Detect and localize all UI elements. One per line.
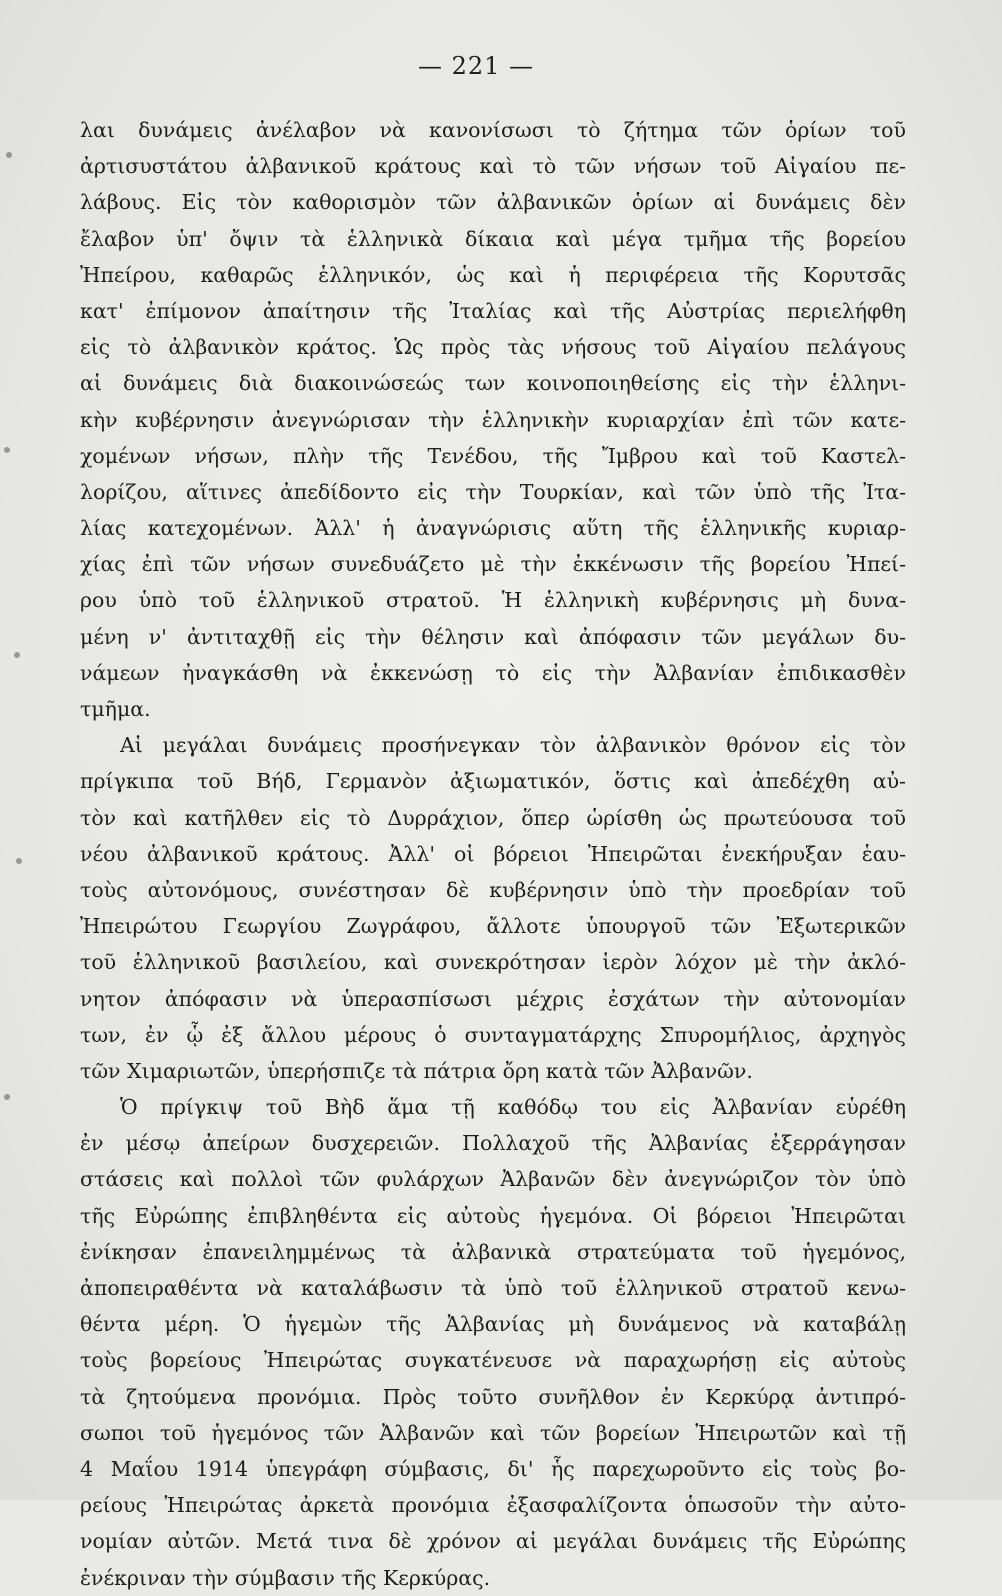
text-line: σωποι τοῦ ἡγεμόνος τῶν Ἀλβανῶν καὶ τῶν βορείων Ἠπειρωτῶν καὶ τῇ: [80, 1420, 906, 1445]
text-line: τῶν Χιμαριωτῶν, ὑπερήσπιζε τὰ πάτρια ὄρη κατὰ τῶν Ἀλβανῶν.: [80, 1058, 753, 1083]
text-line: νητον ἀπόφασιν νὰ ὑπερασπίσωσι μέχρις ἐσχάτων τὴν αὐτονομίαν: [80, 986, 906, 1011]
binding-hole-mark: [16, 858, 22, 864]
text-line: τῆς Εὐρώπης ἐπιβληθέντα εἰς αὐτοὺς ἡγεμόνα. Οἱ βόρειοι Ἠπειρῶται: [80, 1203, 906, 1228]
text-line: ἀρτισυστάτου ἀλβανικοῦ κράτους καὶ τὸ τῶν νήσων τοῦ Αἰγαίου πε-: [80, 154, 906, 179]
text-line: χομένων νήσων, πλὴν τῆς Τενέδου, τῆς Ἴμβρου καὶ τοῦ Καστελ-: [80, 443, 906, 468]
text-line: ἐνέκριναν τὴν σύμβασιν τῆς Κερκύρας.: [80, 1565, 491, 1590]
text-line: αἱ δυνάμεις διὰ διακοινώσεώς των κοινοποιηθείσης εἰς τὴν ἑλληνι-: [80, 371, 906, 396]
text-line: των, ἐν ᾧ ἐξ ἄλλου μέρους ὁ συνταγματάρχης Σπυρομήλιος, ἀρχηγὸς: [80, 1022, 906, 1047]
text-line: στάσεις καὶ πολλοὶ τῶν φυλάρχων Ἀλβανῶν δὲν ἀνεγνώριζον τὸν ὑπὸ: [80, 1167, 906, 1192]
text-line: ἔλαβον ὑπ' ὄψιν τὰ ἑλληνικὰ δίκαια καὶ μέγα τμῆμα τῆς βορείου: [80, 226, 906, 251]
text-line: μένη ν' ἀντιταχθῇ εἰς τὴν θέλησιν καὶ ἀπόφασιν τῶν μεγάλων δυ-: [80, 624, 906, 649]
binding-hole-mark: [4, 447, 10, 453]
text-line: λάβους. Εἰς τὸν καθορισμὸν τῶν ἀλβανικῶν ὁρίων αἱ δυνάμεις δὲν: [80, 190, 906, 215]
text-line: Αἱ μεγάλαι δυνάμεις προσήνεγκαν τὸν ἀλβανικὸν θρόνον εἰς τὸν: [120, 733, 906, 758]
text-line: χίας ἐπὶ τῶν νήσων συνεδυάζετο μὲ τὴν ἐκκένωσιν τῆς βορείου Ἠπεί-: [80, 552, 906, 577]
text-line: ἀποπειραθέντα νὰ καταλάβωσιν τὰ ὑπὸ τοῦ ἑλληνικοῦ στρατοῦ κενω-: [80, 1276, 906, 1300]
text-line: νάμεων ἠναγκάσθη νὰ ἐκκενώσῃ τὸ εἰς τὴν Ἀλβανίαν ἐπιδικασθὲν: [80, 660, 906, 685]
text-line: κὴν κυβέρνησιν ἀνεγνώρισαν τὴν ἑλληνικὴν κυριαρχίαν ἐπὶ τῶν κατε-: [80, 407, 906, 432]
body-text: [80, 112, 906, 1596]
text-line: θέντα μέρη. Ὁ ἡγεμὼν τῆς Ἀλβανίας μὴ δυνάμενος νὰ καταβάλῃ: [80, 1312, 906, 1337]
binding-hole-mark: [4, 1094, 10, 1100]
text-line: λορίζου, αἵτινες ἀπεδίδοντο εἰς τὴν Τουρκίαν, καὶ τῶν ὑπὸ τῆς Ἰτα-: [80, 479, 906, 504]
text-line: τὸν καὶ κατῆλθεν εἰς τὸ Δυρράχιον, ὅπερ ὡρίσθη ὡς πρωτεύουσα τοῦ: [80, 805, 906, 830]
text-line: τοὺς βορείους Ἠπειρώτας συγκατένευσε νὰ παραχωρήσῃ εἰς αὐτοὺς: [80, 1348, 906, 1373]
text-line: λίας κατεχομένων. Ἀλλ' ἡ ἀναγνώρισις αὕτη τῆς ἑλληνικῆς κυριαρ-: [80, 516, 906, 541]
text-line: νομίαν αὐτῶν. Μετά τινα δὲ χρόνον αἱ μεγάλαι δυνάμεις τῆς Εὐρώπης: [80, 1529, 906, 1554]
text-line: νέου ἀλβανικοῦ κράτους. Ἀλλ' οἱ βόρειοι Ἠπειρῶται ἐνεκήρυξαν ἑαυ-: [80, 841, 906, 866]
text-line: Ὁ πρίγκιψ τοῦ Βὴδ ἅμα τῇ καθόδῳ του εἰς Ἀλβανίαν εὑρέθη: [120, 1095, 906, 1120]
text-line: ρείους Ἠπειρώτας ἀρκετὰ προνόμια ἐξασφαλίζοντα ὁπωσοῦν τὴν αὐτο-: [80, 1493, 906, 1518]
binding-hole-mark: [6, 152, 12, 158]
page-number: — 221 —: [417, 52, 535, 80]
binding-hole-mark: [14, 652, 20, 658]
text-line: τὰ ζητούμενα προνόμια. Πρὸς τοῦτο συνῆλθον ἐν Κερκύρᾳ ἀντιπρό-: [80, 1384, 906, 1409]
text-line: Ἠπείρου, καθαρῶς ἑλληνικόν, ὡς καὶ ἡ περιφέρεια τῆς Κορυτσᾶς: [80, 262, 906, 287]
text-line: πρίγκιπα τοῦ Βήδ, Γερμανὸν ἀξιωματικόν, ὅστις καὶ ἀπεδέχθη αὐ-: [80, 769, 906, 794]
text-line: τμῆμα.: [80, 697, 151, 721]
text-line: εἰς τὸ ἀλβανικὸν κράτος. Ὡς πρὸς τὰς νήσους τοῦ Αἰγαίου πελάγους: [80, 335, 906, 360]
text-line: τοῦ ἑλληνικοῦ βασιλείου, καὶ συνεκρότησαν ἱερὸν λόχον μὲ τὴν ἀκλό-: [80, 950, 906, 975]
text-line: ρου ὑπὸ τοῦ ἑλληνικοῦ στρατοῦ. Ἡ ἑλληνικὴ κυβέρνησις μὴ δυνα-: [80, 588, 906, 613]
text-line: λαι δυνάμεις ἀνέλαβον νὰ κανονίσωσι τὸ ζήτημα τῶν ὁρίων τοῦ: [80, 118, 906, 142]
text-line: τοὺς αὐτονόμους, συνέστησαν δὲ κυβέρνησιν ὑπὸ τὴν προεδρίαν τοῦ: [80, 877, 906, 902]
text-line: 4 Μαΐου 1914 ὑπεγράφη σύμβασις, δι' ἧς παρεχωροῦντο εἰς τοὺς βο-: [80, 1456, 906, 1481]
text-line: ἐν μέσῳ ἀπείρων δυσχερειῶν. Πολλαχοῦ τῆς Ἀλβανίας ἐξερράγησαν: [80, 1131, 906, 1156]
text-line: Ἠπειρώτου Γεωργίου Ζωγράφου, ἄλλοτε ὑπουργοῦ τῶν Ἐξωτερικῶν: [80, 914, 906, 939]
text-line: κατ' ἐπίμονον ἀπαίτησιν τῆς Ἰταλίας καὶ τῆς Αὐστρίας περιελήφθη: [80, 298, 906, 323]
text-line: ἐνίκησαν ἐπανειλημμένως τὰ ἀλβανικὰ στρατεύματα τοῦ ἡγεμόνος,: [80, 1239, 906, 1264]
